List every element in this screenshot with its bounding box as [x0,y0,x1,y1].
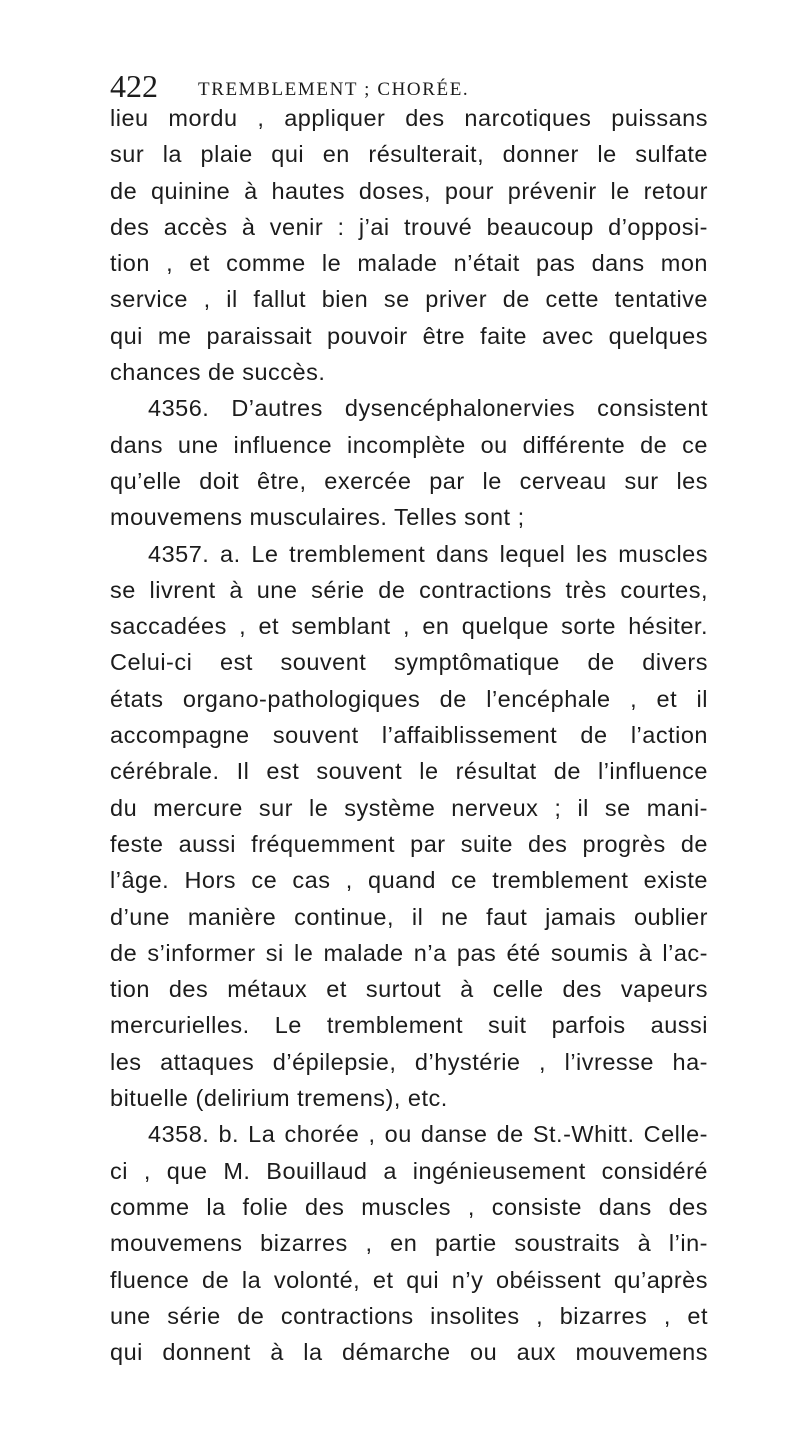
text-line: ci , que M. Bouillaud a ingénieusement considéré [110,1157,708,1184]
text-line: mercurielles. Le tremblement suit parfois aussi [110,1012,708,1039]
text-line: qui me paraissait pouvoir être faite avec quelques [110,322,708,349]
text-line: de quinine à hautes doses, pour prévenir le retour [110,177,708,204]
text-line: du mercure sur le système nerveux ; il se mani- [110,794,708,821]
text-line: bituelle (delirium tremens), etc. [110,1085,448,1112]
paragraph-start-4357: 4357. a. Le tremblement dans lequel les muscles [148,540,708,567]
text-line: d’une manière continue, il ne faut jamais oublier [110,903,708,930]
page-number: 422 [110,68,158,104]
text-line: se livrent à une série de contractions très courtes, [110,576,708,603]
text-line: comme la folie des muscles , consiste dans des [110,1193,708,1220]
text-line: qui donnent à la démarche ou aux mouvemens [110,1339,708,1366]
text-line: sur la plaie qui en résulterait, donner le sulfate [110,141,708,168]
body-text [110,100,708,1370]
text-line: chances de succès. [110,359,326,386]
text-line: mouvemens musculaires. Telles sont ; [110,504,525,531]
text-line: fluence de la volonté, et qui n’y obéissent qu’après [110,1266,708,1293]
running-head: TREMBLEMENT ; CHORÉE. [198,79,470,100]
text-line: accompagne souvent l’affaiblissement de l’action [110,722,708,749]
text-line: Celui-ci est souvent symptômatique de divers [110,649,708,676]
text-line: qu’elle doit être, exercée par le cerveau sur les [110,467,708,494]
text-line: tion des métaux et surtout à celle des vapeurs [110,976,708,1003]
text-line: de s’informer si le malade n’a pas été soumis à l’ac- [110,939,708,966]
text-line: l’âge. Hors ce cas , quand ce tremblement existe [110,867,708,894]
text-line: saccadées , et semblant , en quelque sorte hésiter. [110,613,708,640]
text-line: états organo-pathologiques de l’encéphale , et il [110,685,708,712]
text-line: les attaques d’épilepsie, d’hystérie , l’ivresse ha- [110,1048,708,1075]
paragraph-start-4358: 4358. b. La chorée , ou danse de St.-Whitt. Celle- [148,1121,708,1148]
text-line: cérébrale. Il est souvent le résultat de l’influence [110,758,708,785]
text-line: tion , et comme le malade n’était pas dans mon [110,250,708,277]
text-line: dans une influence incomplète ou différente de ce [110,431,708,458]
text-line: lieu mordu , appliquer des narcotiques puissans [110,105,708,131]
text-line: des accès à venir : j’ai trouvé beaucoup d’opposi- [110,213,708,240]
text-line: service , il fallut bien se priver de cette tentative [110,286,708,313]
text-line: mouvemens bizarres , en partie soustraits à l’in- [110,1230,708,1257]
paragraph-start-4356: 4356. D’autres dysencéphalonervies consistent [148,395,708,422]
text-line: une série de contractions insolites , bizarres , et [110,1302,708,1329]
text-line: feste aussi fréquemment par suite des progrès de [110,830,708,857]
